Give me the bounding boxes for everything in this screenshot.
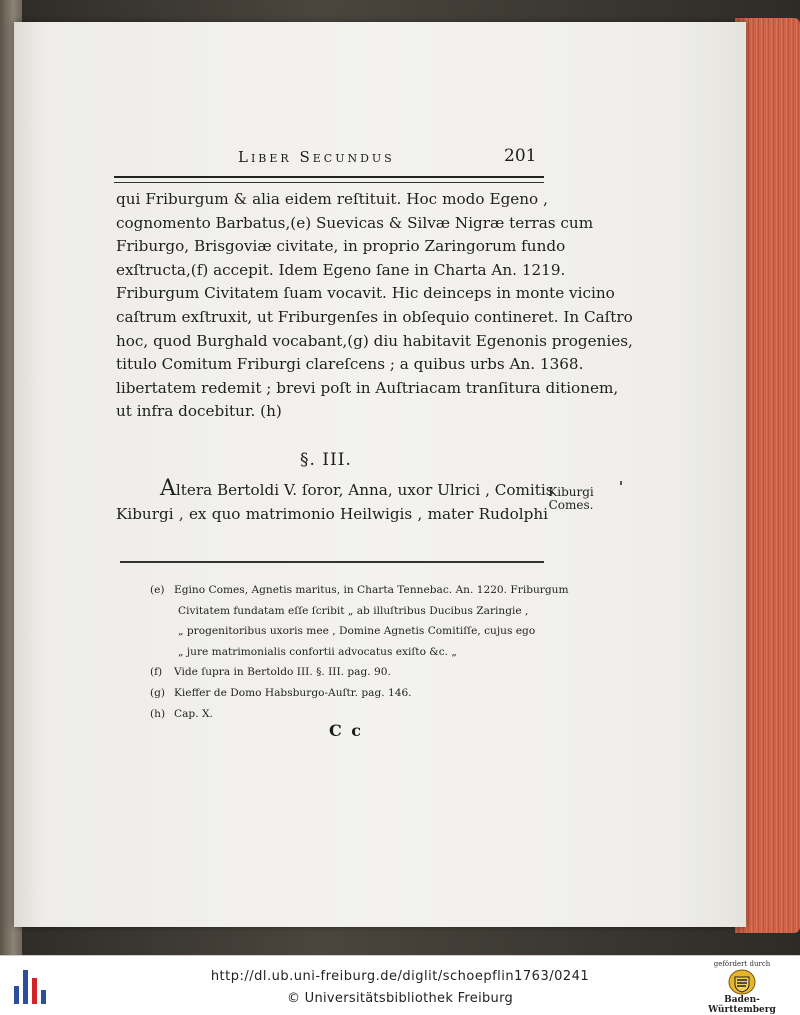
text-line: titulo Comitum Friburgi clareſcens ; a quibus urbs An. 1368. [116, 355, 584, 374]
text-line: Kiburgi , ex quo matrimonio Heilwigis , mater Rudolphi [116, 504, 548, 523]
footnote-line: Vide ſupra in Bertoldo III. §. III. pag. 90. [174, 666, 391, 679]
text-line: cognomento Barbatus,(e) Suevicas & Silvæ Nigræ terras cum [116, 213, 594, 232]
footnote-line: „ progenitoribus uxoris mee , Domine Agnetis Comitiſſe, cujus ego [178, 625, 536, 638]
drop-initial: A [160, 476, 176, 501]
text-line: Friburgo, Brisgoviæ civitate, in proprio Zaringorum fundo [116, 237, 566, 256]
footnote-line: Civitatem fundatam eſſe ſcribit „ ab illuſtribus Ducibus Zaringie , [178, 604, 529, 617]
sponsor-block [692, 960, 792, 1015]
text-line: exſtructa,(f) accepit. Idem Egeno ſane in Charta An. 1219. [116, 260, 566, 279]
running-head-title: Liber Secundus [238, 148, 395, 166]
text-line [116, 476, 554, 503]
copyright-text: © Universitätsbibliothek Freiburg [286, 991, 514, 1006]
footnote-line: Cap. X. [174, 707, 213, 720]
footnote-mark: (g) [150, 686, 166, 699]
footnote-e [150, 580, 569, 601]
signature-mark: C c [329, 721, 364, 740]
margin-note [548, 486, 594, 512]
header-rule-top [114, 176, 544, 178]
paragraph-2 [116, 476, 554, 526]
sponsor-caption: gefördert durch [713, 960, 771, 968]
margin-note-line: Comes. [548, 498, 594, 512]
footnote-mark: (e) [150, 584, 165, 596]
baden-wuerttemberg-crest-icon [728, 969, 756, 995]
footnote-mark: (f) [150, 666, 163, 679]
footnote-line: Kieffer de Domo Habsburgo-Auſtr. pag. 146. [174, 686, 412, 699]
sponsor-name: Baden-Württemberg [708, 995, 776, 1015]
header-rule-bottom [114, 182, 544, 183]
text-line: hoc, quod Burghald vocabant,(g) diu habitavit Egenonis progenies, [116, 331, 633, 350]
text-line: libertatem redemit ; brevi poſt in Auſtriacam tranſitura ditionem, [116, 378, 619, 397]
permalink-text [0, 969, 800, 984]
footnote-f [150, 662, 550, 683]
viewer-footer [0, 955, 800, 1015]
text-line-rest: ltera Bertoldi V. ſoror, Anna, uxor Ulrici , Comitis [175, 481, 554, 499]
footnote-line: Egino Comes, Agnetis maritus, in Charta Tennebac. An. 1220. Friburgum [174, 584, 569, 596]
text-line: ut infra docebitur. (h) [116, 402, 282, 421]
footnote-g [150, 683, 550, 704]
footnote-rule [120, 561, 544, 563]
text-line: caſtrum exſtruxit, ut Friburgenſes in obſequio contineret. In Caſtro [116, 307, 633, 326]
text-line: qui Friburgum & alia eidem reſtituit. Hoc modo Egeno , [116, 190, 548, 208]
page-number: 201 [504, 146, 537, 166]
section-heading: §. III. [300, 450, 352, 470]
footnotes [150, 580, 569, 724]
footnote-mark: (h) [150, 707, 166, 720]
margin-note-line: Kiburgi [548, 485, 594, 499]
paragraph-1 [116, 188, 633, 424]
ink-speck [620, 481, 622, 485]
permalink-link[interactable]: http://dl.ub.uni-freiburg.de/diglit/schoepflin1763/0241 [210, 969, 590, 984]
text-line: Friburgum Civitatem ſuam vocavit. Hic deinceps in monte vicino [116, 284, 615, 303]
footnote-line: „ jure matrimonialis confortii advocatus exiſto &c. „ [178, 645, 457, 658]
